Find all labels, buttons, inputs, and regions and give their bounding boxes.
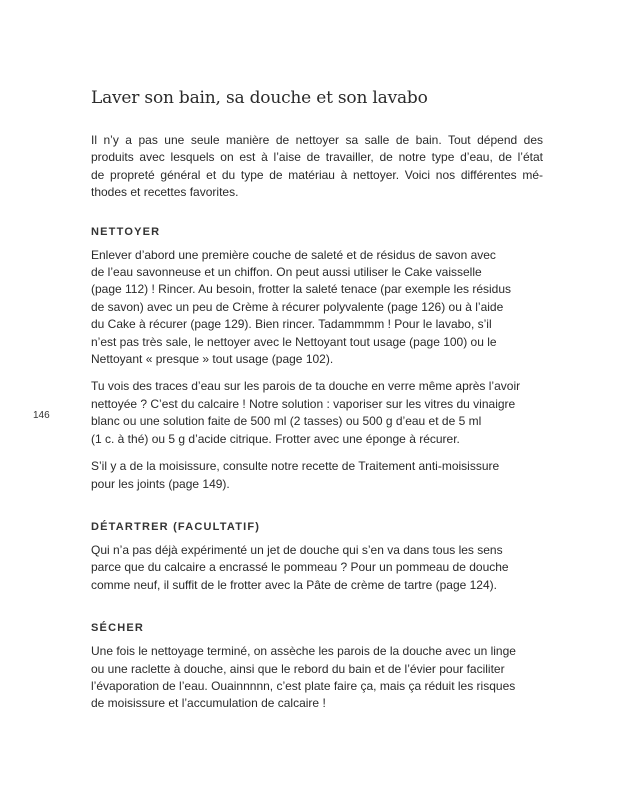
section-heading-secher: SÉCHER <box>91 622 145 635</box>
text-line: parce que du calcaire a encrassé le pommeau ? Pour un pommeau de douche <box>91 560 509 575</box>
text-line: de moisissure et l’accumulation de calcaire ! <box>91 696 326 711</box>
text-line: Il n’y a pas une seule manière de nettoyer sa salle de bain. Tout dépend des <box>91 133 543 147</box>
text-line: l’évaporation de l’eau. Ouainnnnn, c’est plate faire ça, mais ça réduit les risques <box>91 678 516 693</box>
text-line: nettoyée ? C’est du calcaire ! Notre solution : vaporiser sur les vitres du vinaigre <box>91 396 516 411</box>
text-line: (page 112) ! Rincer. Au besoin, frotter la saleté tenace (par exemple les résidus <box>91 282 512 297</box>
text-line: comme neuf, il suffit de le frotter avec la Pâte de crème de tartre (page 124). <box>91 577 497 592</box>
text-line: Enlever d’abord une première couche de saleté et de résidus de savon avec <box>91 247 496 262</box>
page-title: Laver son bain, sa douche et son lavabo <box>91 88 428 108</box>
text-line: pour les joints (page 149). <box>91 476 230 491</box>
text-line: Nettoyant « presque » tout usage (page 102). <box>91 352 334 367</box>
text-line: de l’eau savonneuse et un chiffon. On peut aussi utiliser le Cake vaisselle <box>91 265 482 280</box>
text-line: produits avec lesquels on est à l’aise de travailler, de notre type d’eau, de l’état <box>91 150 543 165</box>
intro-paragraph <box>91 132 543 202</box>
text-line: Tu vois des traces d’eau sur les parois de ta douche en verre même après l’avoir <box>91 379 521 394</box>
paragraph <box>91 643 543 713</box>
text-line: S’il y a de la moisissure, consulte notre recette de Traitement anti-moisissure <box>91 459 500 474</box>
paragraph <box>91 247 543 369</box>
text-line: blanc ou une solution faite de 500 ml (2 tasses) ou 500 g d’eau et de 5 ml <box>91 414 482 429</box>
text-line: ou une raclette à douche, ainsi que le rebord du bain et de l’évier pour faciliter <box>91 661 505 676</box>
paragraph <box>91 458 543 493</box>
page-content <box>91 86 543 723</box>
text-line: de propreté général et du type de matériau à nettoyer. Voici nos différentes mé- <box>91 167 543 182</box>
text-line: n’est pas très sale, le nettoyer avec le Nettoyant tout usage (page 100) ou le <box>91 334 497 349</box>
text-line: Qui n’a pas déjà expérimenté un jet de douche qui s’en va dans tous les sens <box>91 542 503 557</box>
paragraph <box>91 542 543 594</box>
text-line: du Cake à récurer (page 129). Bien rincer. Tadammmm ! Pour le lavabo, s’il <box>91 317 492 332</box>
text-line: Une fois le nettoyage terminé, on assèche les parois de la douche avec un linge <box>91 644 516 659</box>
text-line: thodes et recettes favorites. <box>91 185 239 200</box>
section-heading-detartrer: DÉTARTRER (FACULTATIF) <box>91 520 261 533</box>
page-number: 146 <box>33 410 50 421</box>
paragraph <box>91 378 543 448</box>
text-line: de savon) avec un peu de Crème à récurer polyvalente (page 126) ou à l’aide <box>91 299 504 314</box>
section-heading-nettoyer: NETTOYER <box>91 225 161 238</box>
text-line: (1 c. à thé) ou 5 g d’acide citrique. Frotter avec une éponge à récurer. <box>91 431 460 446</box>
